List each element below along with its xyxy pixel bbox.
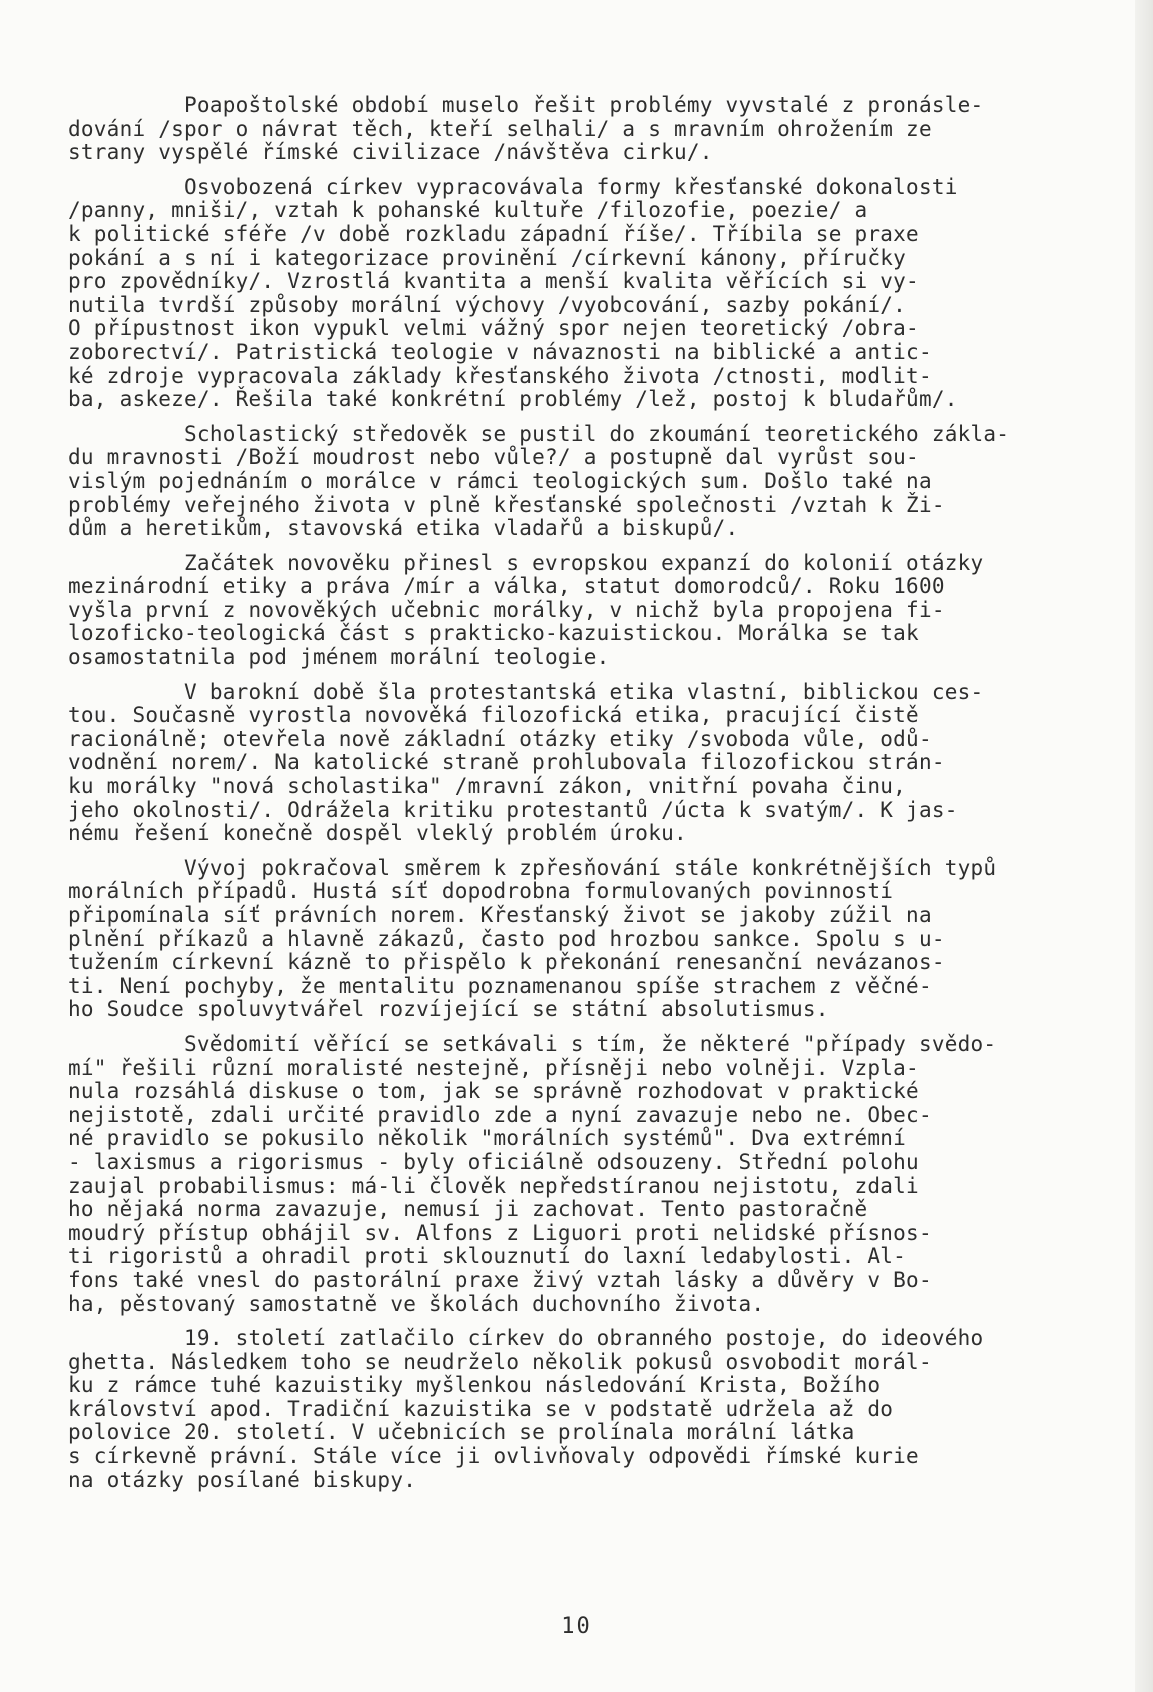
paragraph-moral-systems: Svědomití věřící se setkávali s tím, že některé "případy svědo- mí" řešili různí moralisté nestejně, přísněji nebo volněji. Vzpla- nula rozsáhlá diskuse o tom, jak se správně rozhodovat v praktické nejistotě, zdali určité pravidlo zde a nyní zavazuje nebo ne. Obec- né pravidlo se pokusilo několik "morálních systémů". Dva extrémní - laxismus a rigorismus - byly oficiálně odsouzeny. Střední polohu zaujal probabilismus: má-li člověk nepředstíranou nejistotu, zdali ho nějaká norma zavazuje, nemusí ji zachovat. Tento pastoračně moudrý přístup obhájil sv. Alfons z Liguori proti nelidské přísnos- ti rigoristů a ohradil proti sklouznutí do laxní ledabylosti. Al- fons také vnesl do pastorální praxe živý vztah lásky a důvěry v Bo- ha, pěstovaný samostatně ve školách duchovního života. — [68, 1031, 997, 1316]
paragraph-liberated-church: Osvobozená církev vypracovávala formy křesťanské dokonalosti /panny, mniši/, vztah k pohanské kultuře /filozofie, poezie/ a k politické sféře /v době rozkladu západní říše/. Tříbila se praxe pokání a s ní i kategorizace provinění /církevní kánony, příručky pro zpovědníky/. Vzrostlá kvantita a menší kvalita věřících si vy- nutila tvrdší způsoby morální výchovy /vyobcování, sazby pokání/. O přípustnost ikon vypukl velmi vážný spor nejen teoretický /obra- zoborectví/. Patristická teologie v návaznosti na biblické a antic- ké zdroje vypracovala základy křesťanského života /ctnosti, modlit- ba, askeze/. Řešila také konkrétní problémy /lež, postoj k bludařům/. — [68, 174, 958, 412]
paragraph-19th-century: 19. století zatlačilo církev do obranného postoje, do ideového ghetta. Následkem toho se neudrželo několik pokusů osvobodit morál- ku z rámce tuhé kazuistiky myšlenkou následování Krista, Božího království apod. Tradiční kazuistika se v podstatě udržela až do polovice 20. století. V učebnicích se prolínala morální látka s církevně právní. Stále více ji ovlivňovaly odpovědi římské kurie na otázky posílané biskupy. — [68, 1326, 984, 1492]
paragraph-casuistry: Vývoj pokračoval směrem k zpřesňování stále konkrétnějších typů morálních případů. Hustá síť dopodrobna formulovaných povinností připomínala síť právních norem. Křesťanský život se jakoby zúžil na plnění příkazů a hlavně zákazů, často pod hrozbou sankce. Spolu s u- tužením církevní kázně to přispělo k překonání renesanční nevázanos- ti. Není pochyby, že mentalitu poznamenanou spíše strachem z věčné- ho Soudce spoluvytvářel rozvíjející se státní absolutismus. — [68, 855, 997, 1022]
page-edge-shadow — [1135, 0, 1153, 1692]
document-body — [68, 94, 1123, 1503]
paragraph-scholastic: Scholastický středověk se pustil do zkoumání teoretického zákla- du mravnosti /Boží moudrost nebo vůle?/ a postupně dal vyrůst sou- vislým pojednáním o morálce v rámci teologických sum. Došlo také na problémy veřejného života v plně křesťanské společnosti /vztah k Ži- dům a heretikům, stavovská etika vladařů a biskupů/. — [68, 421, 1010, 541]
paragraph-post-apostolic: Poapoštolské období muselo řešit problémy vyvstalé z pronásle- dování /spor o návrat těch, kteří selhali/ a s mravním ohrožením ze strany vyspělé římské civilizace /návštěva cirku/. — [68, 93, 984, 165]
paragraph-baroque: V barokní době šla protestantská etika vlastní, biblickou ces- tou. Současně vyrostla novověká filozofická etika, pracující čistě racionálně; otevřela nově základní otázky etiky /svoboda vůle, odů- vodnění norem/. Na katolické straně prohlubovala filozofickou strán- ku morálky "nová scholastika" /mravní zákon, vnitřní povaha činu, jeho okolnosti/. Odrážela kritiku protestantů /úcta k svatým/. K jas- nému řešení konečně dospěl vleklý problém úroku. — [68, 679, 984, 846]
page-number: 10 — [561, 1614, 592, 1639]
paragraph-early-modern: Začátek novověku přinesl s evropskou expanzí do kolonií otázky mezinárodní etiky a práva /mír a válka, statut domorodců/. Roku 1600 vyšla první z novověkých učebnic morálky, v nichž byla propojena fi- lozoficko-teologická část s prakticko-kazuistickou. Morálka se tak osamostatnila pod jménem morální teologie. — [68, 550, 984, 670]
